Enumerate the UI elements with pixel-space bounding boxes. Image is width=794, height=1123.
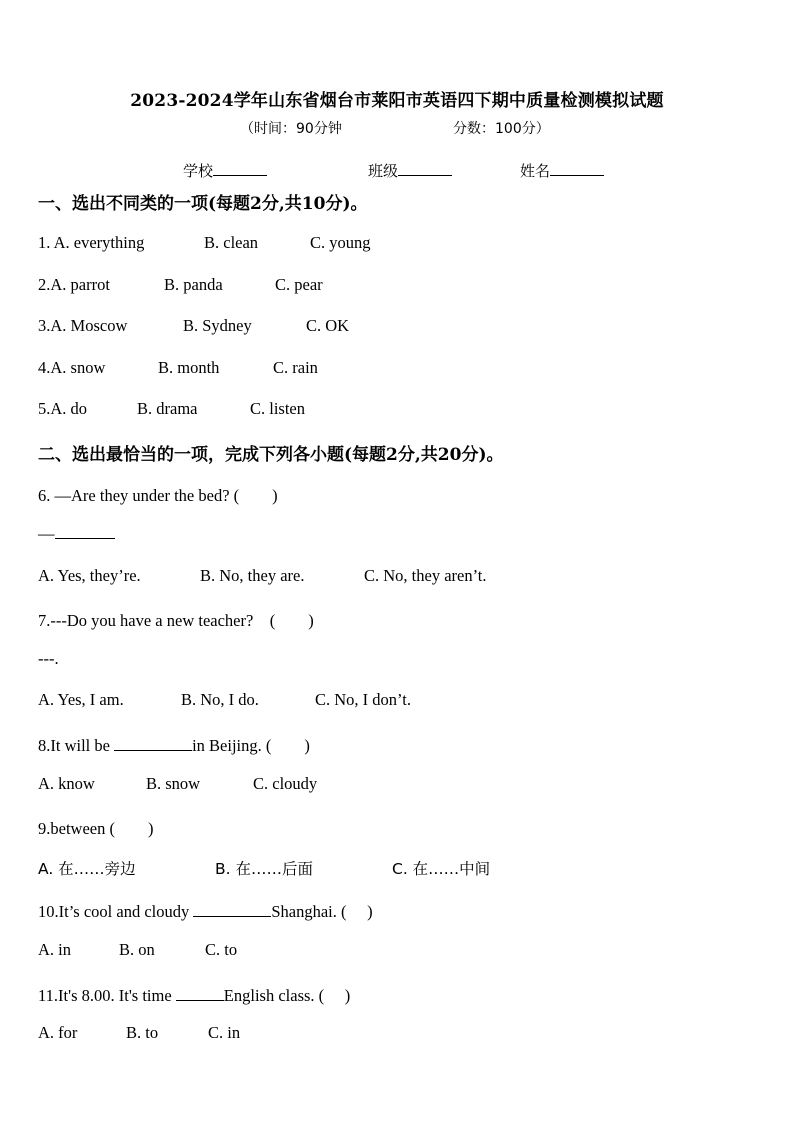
q2-option-c: C. pear — [275, 275, 323, 294]
q3-option-a: 3.A. Moscow — [38, 316, 128, 335]
q1-option-b: B. clean — [204, 233, 259, 252]
exam-time: （时间：90分钟 — [240, 121, 342, 137]
q10-stem-after: Shanghai. ( ) — [271, 902, 373, 921]
q11-answer-blank[interactable] — [176, 986, 224, 1001]
q8-stem-after: in Beijing. ( ) — [192, 736, 310, 755]
q9-option-a: A. 在……旁边 — [38, 860, 136, 878]
q11-option-c: C. in — [208, 1023, 241, 1042]
q11-stem-before: 11.It's 8.00. It's time — [38, 986, 176, 1005]
name-label: 姓名 — [520, 162, 551, 180]
class-label: 班级 — [368, 162, 399, 180]
q6-option-b: B. No, they are. — [200, 566, 305, 585]
question-6-reply — [38, 524, 115, 544]
q9-option-c: C. 在……中间 — [392, 860, 491, 878]
q6-option-c: C. No, they aren’t. — [364, 566, 487, 585]
q7-option-b: B. No, I do. — [181, 690, 259, 709]
q10-stem-before: 10.It’s cool and cloudy — [38, 902, 194, 921]
q11-option-a: A. for — [38, 1023, 78, 1042]
class-blank[interactable] — [398, 160, 452, 176]
class-field — [368, 160, 452, 181]
q4-option-b: B. month — [158, 358, 220, 377]
question-7-stem: 7.---Do you have a new teacher? ( ) — [38, 611, 314, 630]
q6-reply-dash: — — [38, 524, 55, 543]
q8-option-a: A. know — [38, 774, 95, 793]
exam-time-score — [240, 118, 550, 138]
q8-option-b: B. snow — [146, 774, 201, 793]
q4-option-a: 4.A. snow — [38, 358, 106, 377]
school-label: 学校 — [183, 162, 214, 180]
question-11-stem — [38, 982, 350, 1006]
q4-option-c: C. rain — [273, 358, 318, 377]
q7-option-a: A. Yes, I am. — [38, 690, 124, 709]
student-info-row — [0, 160, 794, 182]
q5-option-a: 5.A. do — [38, 399, 88, 418]
exam-title: 2023-2024学年山东省烟台市莱阳市英语四下期中质量检测模拟试题 — [130, 91, 664, 111]
q10-answer-blank[interactable] — [193, 902, 271, 917]
question-10-stem — [38, 898, 373, 922]
q1-option-c: C. young — [310, 233, 371, 252]
q3-option-b: B. Sydney — [183, 316, 252, 335]
exam-score: 分数：100分） — [453, 121, 550, 137]
q6-option-a: A. Yes, they’re. — [38, 566, 141, 585]
q3-option-c: C. OK — [306, 316, 350, 335]
question-8-stem — [38, 732, 310, 756]
q8-stem-before: 8.It will be — [38, 736, 115, 755]
q2-option-b: B. panda — [164, 275, 223, 294]
q7-option-c: C. No, I don’t. — [315, 690, 411, 709]
q10-option-b: B. on — [119, 940, 155, 959]
school-blank[interactable] — [213, 160, 267, 176]
question-9-stem: 9.between ( ) — [38, 819, 154, 838]
q2-option-a: 2.A. parrot — [38, 275, 110, 294]
question-7-reply: ---. — [38, 649, 59, 668]
q8-answer-blank[interactable] — [114, 736, 192, 751]
school-field — [183, 160, 267, 181]
q11-option-b: B. to — [126, 1023, 159, 1042]
name-field — [520, 160, 604, 181]
q9-option-b: B. 在……后面 — [215, 860, 313, 878]
q11-stem-after: English class. ( ) — [223, 986, 351, 1005]
q6-answer-blank[interactable] — [55, 524, 115, 539]
section2-heading: 二、选出最恰当的一项，完成下列各小题(每题2分,共20分)。 — [38, 445, 504, 465]
q10-option-a: A. in — [38, 940, 71, 959]
name-blank[interactable] — [550, 160, 604, 176]
q1-option-a: 1. A. everything — [38, 233, 145, 252]
q5-option-b: B. drama — [137, 399, 198, 418]
question-6-stem: 6. —Are they under the bed? ( ) — [38, 486, 278, 505]
q10-option-c: C. to — [205, 940, 238, 959]
section1-heading: 一、选出不同类的一项(每题2分,共10分)。 — [38, 194, 368, 214]
q5-option-c: C. listen — [250, 399, 306, 418]
q8-option-c: C. cloudy — [253, 774, 318, 793]
